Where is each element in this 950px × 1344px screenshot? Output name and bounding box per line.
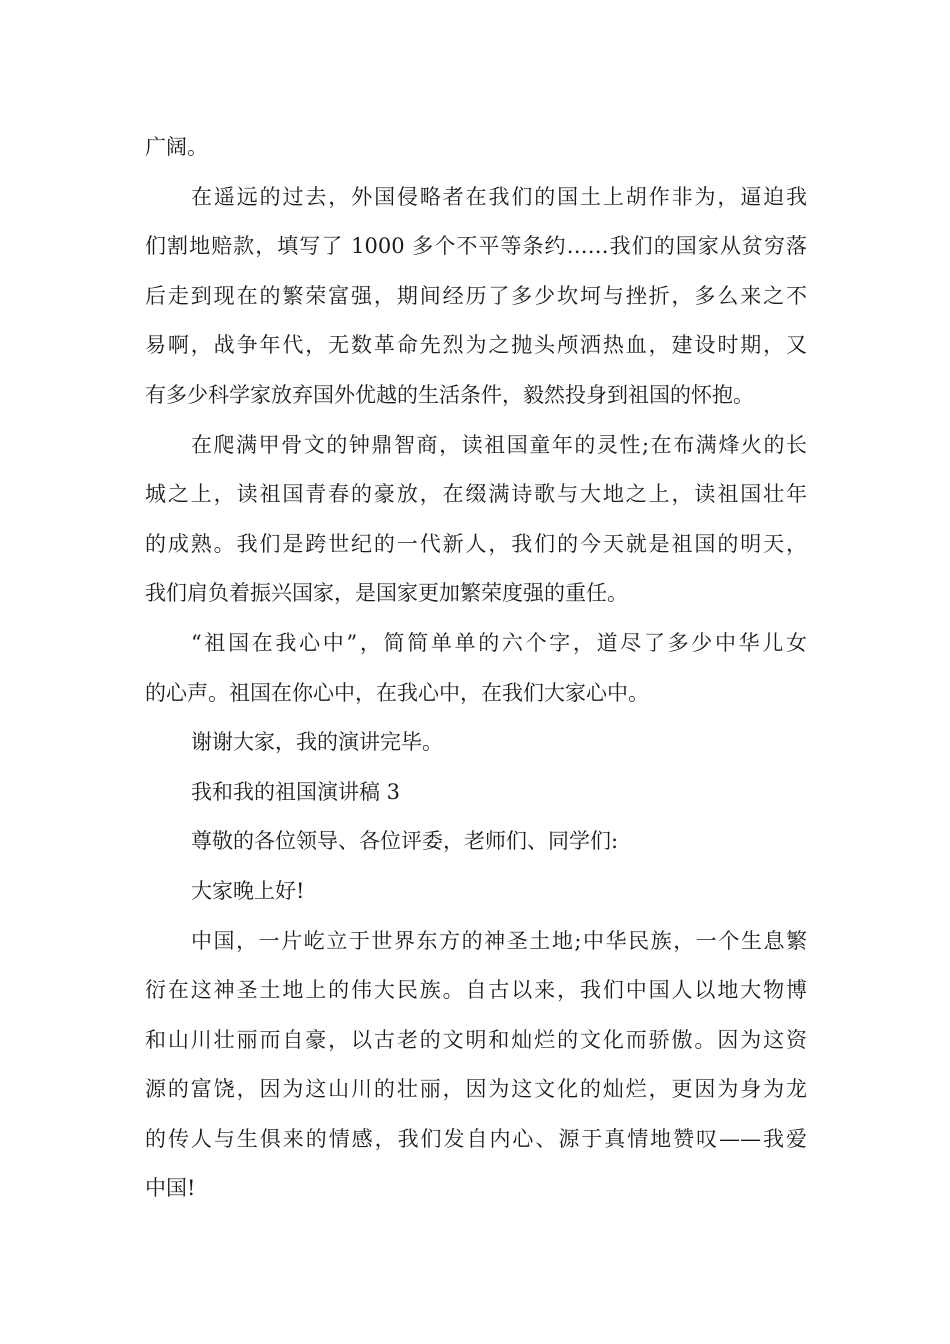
text-line: 和山川壮丽而自豪，以古老的文明和灿烂的文化而骄傲。因为这资	[145, 1027, 807, 1052]
text-line: 们割地赔款，填写了 1000 多个不平等条约……我们的国家从贫穷落	[145, 234, 807, 259]
text-line: 源的富饶，因为这山川的壮丽，因为这文化的灿烂，更因为身为龙	[145, 1077, 807, 1102]
text-line: 易啊，战争年代，无数革命先烈为之抛头颅洒热血，建设时期，又	[145, 333, 807, 358]
text-line: 我和我的祖国演讲稿 3	[191, 779, 401, 804]
text-line: 谢谢大家，我的演讲完毕。	[191, 730, 443, 755]
text-line: 广阔。	[145, 135, 208, 159]
text-line: 后走到现在的繁荣富强，期间经历了多少坎坷与挫折，多么来之不	[145, 283, 807, 308]
text-line: 的心声。祖国在你心中，在我心中，在我们大家心中。	[145, 680, 649, 705]
text-line: 尊敬的各位领导、各位评委，老师们、同学们:	[191, 829, 619, 854]
text-line: 中国，一片屹立于世界东方的神圣土地;中华民族，一个生息繁	[191, 928, 807, 953]
document-body	[145, 123, 807, 1214]
text-line: 的传人与生俱来的情感，我们发自内心、源于真情地赞叹——我爱	[145, 1126, 807, 1151]
text-line: 大家晚上好!	[191, 878, 305, 903]
text-line: 中国!	[145, 1176, 196, 1201]
text-line: 城之上，读祖国青春的豪放，在缀满诗歌与大地之上，读祖国壮年	[145, 482, 807, 507]
text-line: 在遥远的过去，外国侵略者在我们的国土上胡作非为，逼迫我	[191, 184, 807, 209]
text-line: “祖国在我心中”，简简单单的六个字，道尽了多少中华儿女	[191, 630, 807, 655]
text-line: 在爬满甲骨文的钟鼎智商，读祖国童年的灵性;在布满烽火的长	[191, 432, 807, 457]
text-line: 衍在这神圣土地上的伟大民族。自古以来，我们中国人以地大物博	[145, 978, 807, 1003]
text-line: 的成熟。我们是跨世纪的一代新人，我们的今天就是祖国的明天，	[145, 531, 807, 556]
text-line: 有多少科学家放弃国外优越的生活条件，毅然投身到祖国的怀抱。	[145, 382, 754, 407]
text-line: 我们肩负着振兴国家，是国家更加繁荣度强的重任。	[145, 581, 628, 606]
